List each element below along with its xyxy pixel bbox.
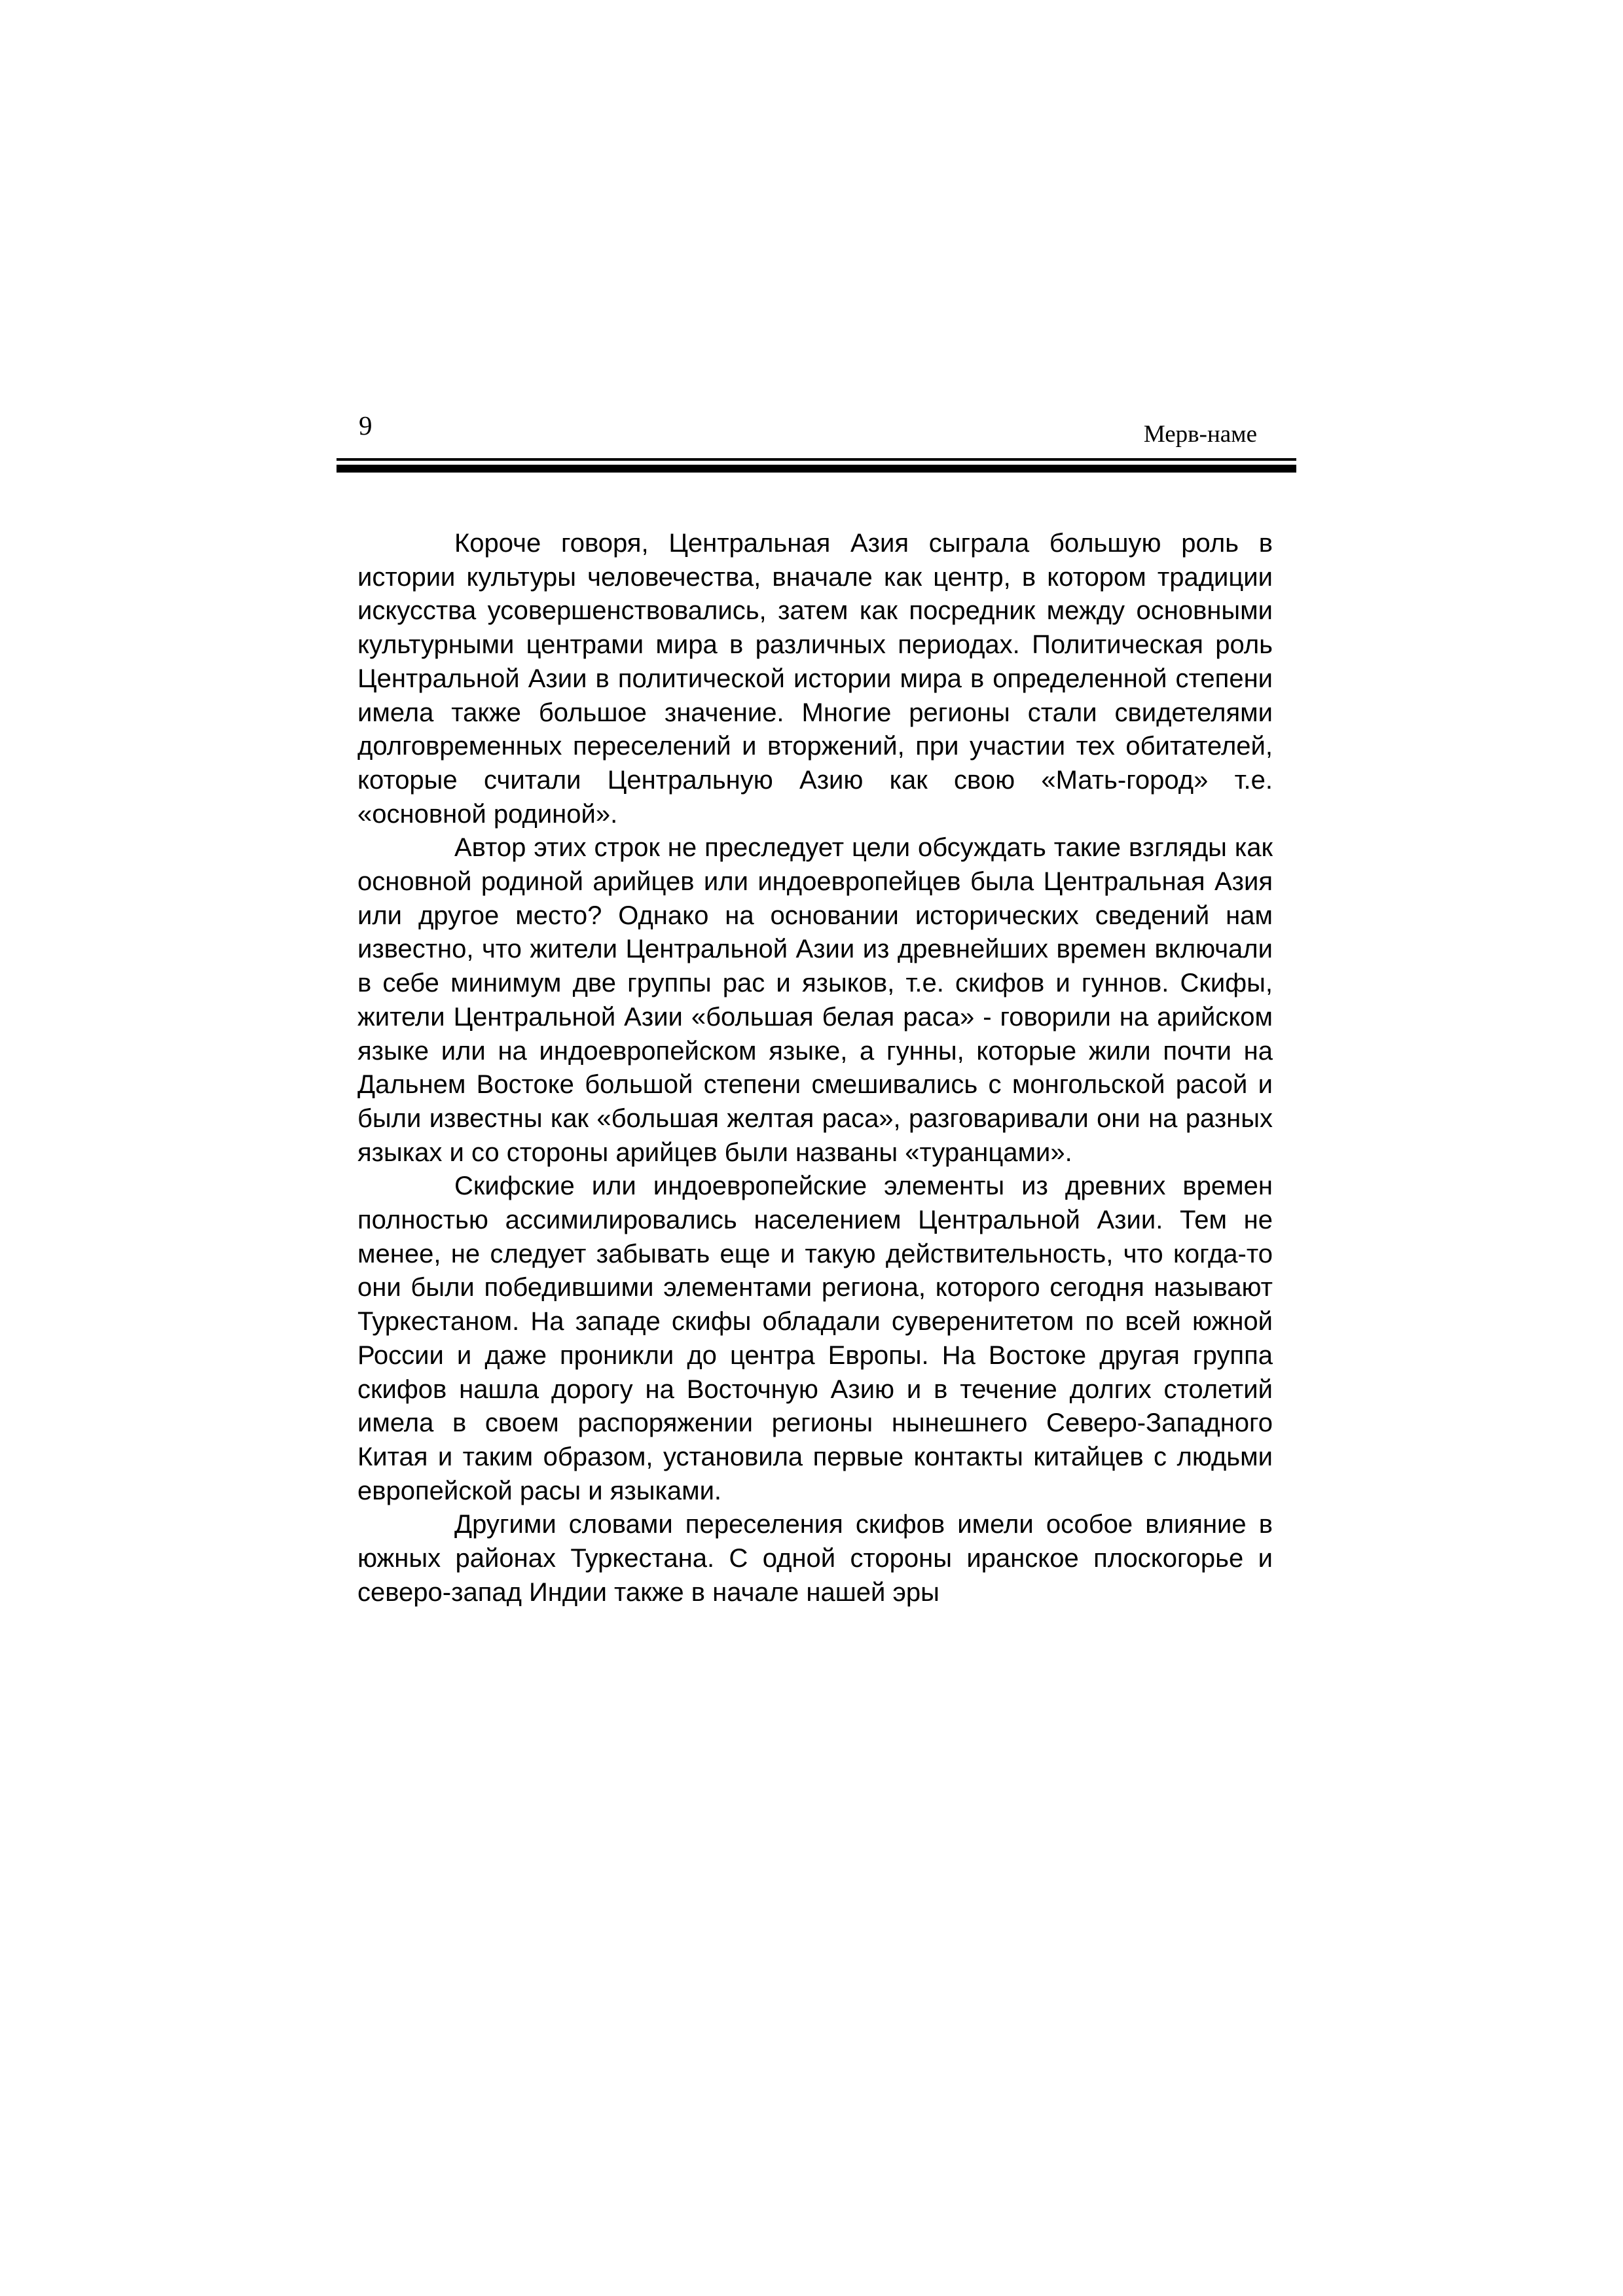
paragraph-4: Другими словами переселения скифов имели особое влияние в южных районах Туркестана. С одной стороны иранское плоскогорье и северо-запад Индии также в начале нашей эры [357, 1510, 1273, 1607]
running-title: Мерв-наме [1143, 421, 1257, 448]
page-number: 9 [359, 410, 373, 440]
paragraph-1: Короче говоря, Центральная Азия сыграла большую роль в истории культуры человечества, вначале как центр, в котором традиции искусства усовершенствовались, затем как посредник между основными культурными центрами мира в различных периодах. Политическая роль Центральной Азии в политической истории мира в определенной степени имела также большое значение. Многие регионы стали свидетелями долговременных переселений и вторжений, при участии тех обитателей, которые считали Центральную Азию как свою «Мать-город» т.е. «основной родиной». [357, 529, 1273, 829]
header-rule-thin [337, 458, 1296, 461]
body-text [357, 527, 1273, 1610]
paragraph-2: Автор этих строк не преследует цели обсуждать такие взгляды как основной родиной арийцев или индоевропейцев была Центральная Азия или другое место? Однако на основании исторических сведений нам известно, что жители Центральной Азии из древнейших времен включали в себе минимум две группы рас и языков, т.е. скифов и гуннов. Скифы, жители Центральной Азии «большая белая раса» - говорили на арийском языке или на индоевропейском языке, а гунны, которые жили почти на Дальнем Востоке большой степени смешивались с монгольской расой и были известны как «большая желтая раса», разговаривали они на разных языках и со стороны арийцев были названы «туранцами». [357, 833, 1273, 1167]
page-header [337, 411, 1296, 450]
header-rule-thick [337, 465, 1296, 473]
paragraph-3: Скифские или индоевропейские элементы из древних времен полностью ассимилировались населением Центральной Азии. Тем не менее, не следует забывать еще и такую действительность, что когда-то они были победившими элементами региона, которого сегодня называют Туркестаном. На западе скифы обладали суверенитетом по всей южной России и даже проникли до центра Европы. На Востоке другая группа скифов нашла дорогу на Восточную Азию и в течение долгих столетий имела в своем распоряжении регионы нынешнего Северо-Западного Китая и таким образом, установила первые контакты китайцев с людьми европейской расы и языками. [357, 1172, 1273, 1505]
